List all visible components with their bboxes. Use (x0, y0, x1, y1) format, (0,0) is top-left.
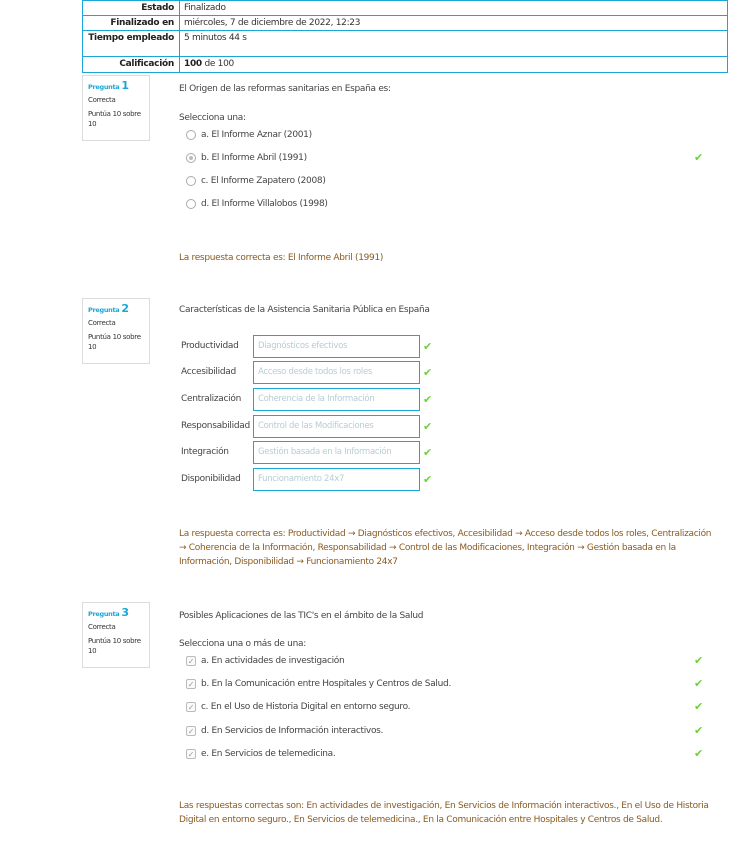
answer-option-label: d. En Servicios de Información interactivos. (201, 726, 384, 736)
question-number (88, 303, 144, 316)
radio-icon[interactable] (186, 153, 196, 163)
question-state: Correcta (88, 319, 116, 327)
check-icon: ✔ (423, 446, 432, 459)
question-number-value: 1 (121, 79, 129, 92)
question-info-1 (82, 75, 150, 141)
check-icon: ✔ (694, 700, 703, 713)
question-state: Correcta (88, 96, 116, 104)
check-icon: ✔ (423, 366, 432, 379)
correct-answer-feedback: La respuesta correcta es: El Informe Abril (1991) (179, 253, 384, 263)
match-label: Integración (181, 447, 229, 457)
checkbox-checked-icon[interactable]: ✓ (187, 703, 195, 712)
correct-answer-feedback: La respuesta correcta es: Productividad → Diagnósticos efectivos, Accesibilidad → Acceso desde todos los roles, Centralización → Coherencia de la Información, Responsabilidad → Control de las Modificaciones, Integración → Gestión basada en la Información, Disponibilidad → Funcionamiento 24x7 (179, 529, 712, 567)
check-icon: ✔ (694, 724, 703, 737)
question-state: Correcta (88, 623, 116, 631)
summary-row-finalizado (83, 15, 727, 30)
answer-prompt: Selecciona una o más de una: (179, 639, 306, 649)
match-select[interactable]: Funcionamiento 24x7 (253, 468, 420, 491)
match-label: Responsabilidad (181, 421, 250, 431)
answer-option-label: d. El Informe Villalobos (1998) (201, 199, 328, 209)
question-label: Pregunta (88, 83, 120, 91)
question-label: Pregunta (88, 306, 120, 314)
summary-value: miércoles, 7 de diciembre de 2022, 12:23 (184, 18, 361, 28)
question-info-3 (82, 602, 150, 668)
match-label: Productividad (181, 341, 239, 351)
summary-value (180, 57, 727, 72)
match-label: Centralización (181, 394, 241, 404)
answer-option-selected[interactable] (186, 153, 307, 163)
match-select[interactable]: Coherencia de la Información (253, 388, 420, 411)
check-icon: ✔ (694, 677, 703, 690)
question-number-value: 3 (121, 606, 129, 619)
checkbox-checked-icon[interactable]: ✓ (187, 680, 195, 689)
match-label: Disponibilidad (181, 474, 241, 484)
answer-prompt: Selecciona una: (179, 113, 246, 123)
summary-key: Calificación (83, 57, 180, 72)
answer-checkbox-option[interactable] (186, 656, 344, 666)
answer-checkbox-option[interactable] (186, 679, 451, 689)
check-icon: ✔ (423, 420, 432, 433)
summary-key: Estado (83, 1, 180, 15)
checkbox-checked-icon[interactable]: ✓ (187, 657, 195, 666)
summary-value: Finalizado (184, 3, 226, 13)
answer-checkbox-option[interactable] (186, 749, 335, 759)
grade-score: 100 (184, 59, 202, 69)
question-text: Posibles Aplicaciones de las TIC's en el ámbito de la Salud (179, 611, 424, 621)
checkbox-checked-icon[interactable]: ✓ (187, 727, 195, 736)
answer-option[interactable] (186, 176, 326, 186)
answer-option-label: e. En Servicios de telemedicina. (201, 749, 336, 759)
radio-icon[interactable] (186, 199, 196, 209)
answer-checkbox-option[interactable] (186, 726, 383, 736)
answer-option[interactable] (186, 199, 328, 209)
answer-option[interactable] (186, 130, 312, 140)
attempt-summary-table (82, 0, 728, 73)
check-icon: ✔ (694, 747, 703, 760)
question-grade: Puntúa 10 sobre 10 (88, 333, 141, 351)
answer-option-label: a. El Informe Aznar (2001) (201, 130, 312, 140)
correct-answer-feedback: Las respuestas correctas son: En actividades de investigación, En Servicios de Información interactivos., En el Uso de Historia Digital en entorno seguro., En Servicios de telemedicina., En la Comunicación entre Hospitales y Centros de Salud. (179, 801, 709, 825)
grade-total: de 100 (201, 59, 234, 69)
summary-key: Tiempo empleado (83, 31, 180, 56)
question-number-value: 2 (121, 302, 129, 315)
check-icon: ✔ (694, 151, 703, 164)
check-icon: ✔ (423, 473, 432, 486)
answer-option-label: c. El Informe Zapatero (2008) (201, 176, 326, 186)
answer-option-label: a. En actividades de investigación (201, 656, 345, 666)
answer-checkbox-option[interactable] (186, 702, 410, 712)
summary-row-tiempo (83, 30, 727, 56)
radio-icon[interactable] (186, 176, 196, 186)
match-select[interactable]: Diagnósticos efectivos (253, 335, 420, 358)
question-number (88, 607, 144, 620)
match-select[interactable]: Acceso desde todos los roles (253, 361, 420, 384)
summary-row-estado (83, 0, 727, 15)
answer-option-label: b. En la Comunicación entre Hospitales y Centros de Salud. (201, 679, 452, 689)
question-grade: Puntúa 10 sobre 10 (88, 637, 141, 655)
question-text: El Origen de las reformas sanitarias en España es: (179, 84, 391, 94)
summary-key: Finalizado en (83, 16, 180, 30)
question-number (88, 80, 144, 93)
summary-value: 5 minutos 44 s (184, 33, 247, 43)
answer-option-label: c. En el Uso de Historia Digital en entorno seguro. (201, 702, 411, 712)
question-text: Características de la Asistencia Sanitaria Pública en España (179, 305, 430, 315)
match-select[interactable]: Gestión basada en la Información (253, 441, 420, 464)
checkbox-checked-icon[interactable]: ✓ (187, 750, 195, 759)
summary-row-calificacion (83, 56, 727, 72)
answer-option-label: b. El Informe Abril (1991) (201, 153, 307, 163)
check-icon: ✔ (423, 340, 432, 353)
question-info-2 (82, 298, 150, 364)
radio-icon[interactable] (186, 130, 196, 140)
check-icon: ✔ (423, 393, 432, 406)
match-label: Accesibilidad (181, 367, 236, 377)
check-icon: ✔ (694, 654, 703, 667)
match-select[interactable]: Control de las Modificaciones (253, 415, 420, 438)
question-grade: Puntúa 10 sobre 10 (88, 110, 141, 128)
question-label: Pregunta (88, 610, 120, 618)
